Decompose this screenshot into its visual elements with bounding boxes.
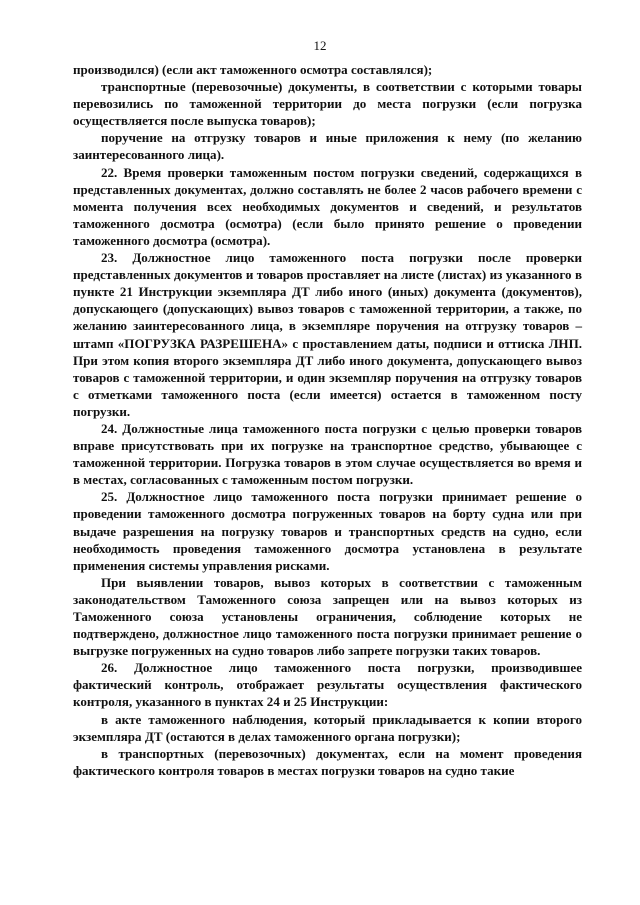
paragraph: 25. Должностное лицо таможенного поста погрузки принимает решение о проведении таможенного досмотра погруженных товаров на борту судна или при выдаче разрешения на погрузку товаров и транспортных средств на судно, если необходимость проведения таможенного досмотра установлена в результате применения системы управления рисками. [73,489,582,573]
paragraph: При выявлении товаров, вывоз которых в соответствии с таможенным законодательством Таможенного союза запрещен или на вывоз которых из Таможенного союза установлены ограничения, соблюдение которых не подтверждено, должностное лицо таможенного поста погрузки принимает решение о выгрузке погруженных на судно товаров либо запрете погрузки таких товаров. [73,574,582,659]
paragraph: в акте таможенного наблюдения, который прикладывается к копии второго экземпляра ДТ (остаются в делах таможенного органа погрузки); [73,711,582,744]
document-body [73,61,582,779]
paragraph: 26. Должностное лицо таможенного поста погрузки, производившее фактический контроль, отображает результаты осуществления фактического контроля, указанного в пунктах 24 и 25 Инструкции: [73,660,582,710]
paragraph: 23. Должностное лицо таможенного поста погрузки после проверки представленных документов и товаров проставляет на листе (листах) из указанного в пункте 21 Инструкции экземпляра ДТ либо иного (иных) документа (документов), допускающего (допускающих) вывоз товаров с таможенной территории, а также, по желанию заинтересованного лица, в экземпляре поручения на отгрузку товаров – штамп «ПОГРУЗКА РАЗРЕШЕНА» с проставлением даты, подписи и оттиска ЛНП. При этом копия второго экземпляра ДТ либо иного документа, допускающего вывоз товаров с таможенной территории, и один экземпляр поручения на отгрузку товаров с отметками таможенного поста (если имеется) остается в таможенном посту погрузки. [73,250,582,419]
paragraph: в транспортных (перевозочных) документах, если на момент проведения фактического контроля товаров в местах погрузки товаров на судно такие [73,745,582,778]
paragraph: 24. Должностные лица таможенного поста погрузки с целью проверки товаров вправе присутствовать при их погрузке на транспортное средство, убывающее с таможенной территории. Погрузка товаров в этом случае осуществляется во время и в местах, согласованных с таможенным постом погрузки. [73,420,582,488]
page-number: 12 [313,38,327,53]
paragraph: 22. Время проверки таможенным постом погрузки сведений, содержащихся в представленных документах, должно составлять не более 2 часов рабочего времени с момента получения всех необходимых документов и сведений, и результатов таможенного досмотра (осмотра) (если было принято решение о проведении таможенного досмотра (осмотра). [73,164,582,248]
paragraph: производился) (если акт таможенного осмотра составлялся); [73,62,433,77]
paragraph: поручение на отгрузку товаров и иные приложения к нему (по желанию заинтересованного лица). [73,130,582,163]
paragraph: транспортные (перевозочные) документы, в соответствии с которыми товары перевозились по таможенной территории до места погрузки (если погрузка осуществляется после выпуска товаров); [73,79,582,129]
